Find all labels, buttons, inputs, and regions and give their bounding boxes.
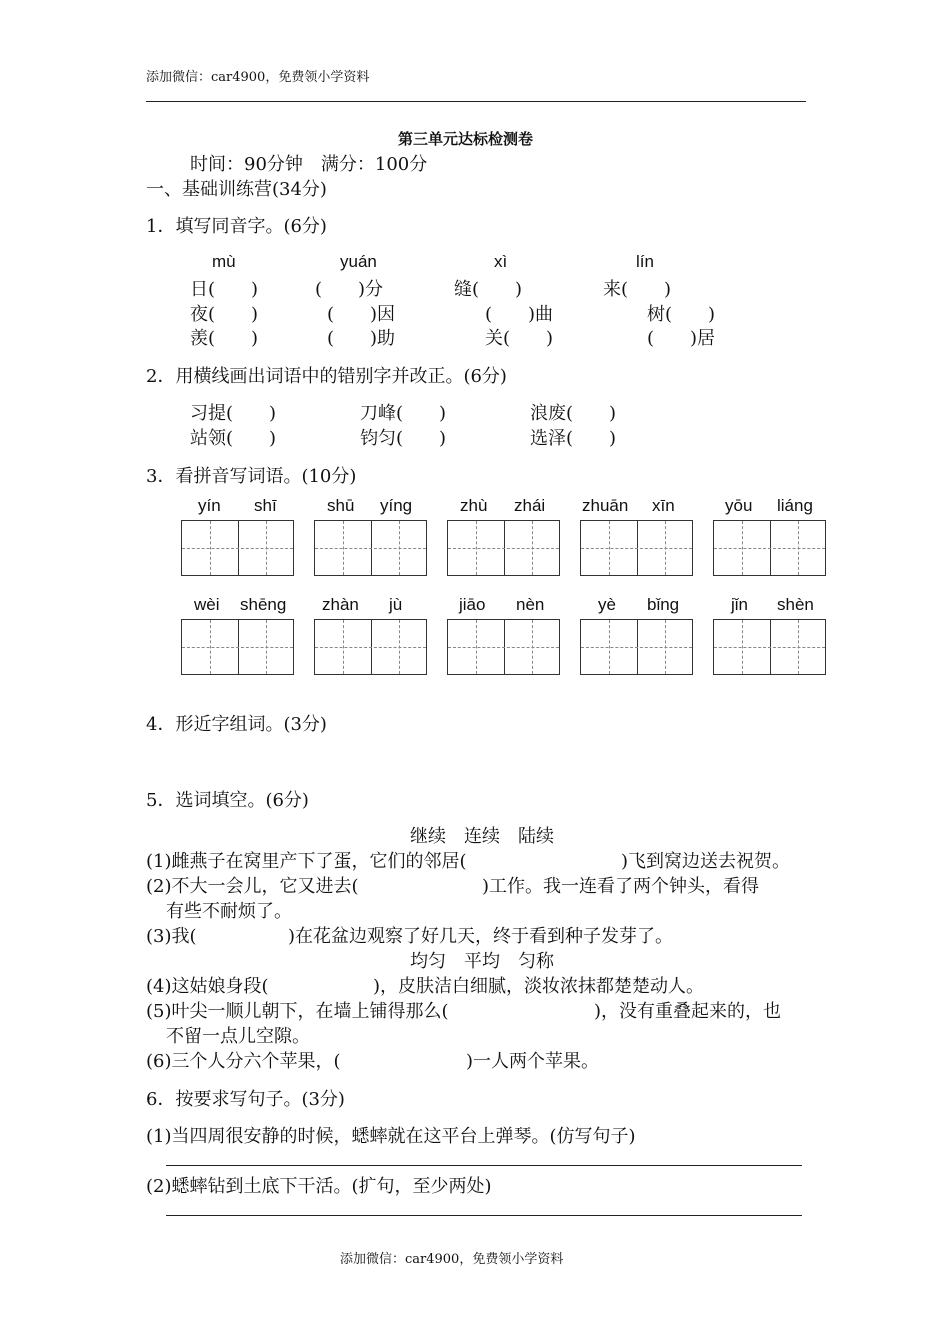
- writing-grid[interactable]: [447, 619, 560, 675]
- writing-grid[interactable]: [580, 619, 693, 675]
- q3-heading: 3．看拼音写词语。(10分): [146, 466, 357, 487]
- q3-pinyin: shèn: [777, 595, 814, 614]
- q5-sentence-5a: (5)叶尖一顺儿朝下，在墙上铺得那么(: [146, 1001, 449, 1022]
- q1-item: ( )曲: [485, 304, 554, 325]
- q3-pinyin: bǐng: [647, 595, 680, 614]
- q1-item: ( )分: [315, 279, 384, 300]
- q1-item: ( )居: [647, 328, 716, 349]
- q1-item: 夜( ): [190, 304, 259, 325]
- q5-word-bank: 继续 连续 陆续: [410, 826, 554, 847]
- q5-sentence-5b: )，没有重叠起来的，也: [594, 1001, 782, 1022]
- q1-item: 来( ): [603, 279, 672, 300]
- q3-pinyin: zhàn: [322, 595, 359, 614]
- page-title: 第三单元达标检测卷: [398, 130, 534, 148]
- q5-sentence-2a: (2)不大一会儿，它又进去(: [146, 876, 359, 897]
- q3-pinyin: jiāo: [459, 595, 486, 614]
- q6-sentence-2: (2)蟋蟀钻到土底下干活。(扩句，至少两处): [146, 1176, 492, 1197]
- q1-item: 树( ): [647, 304, 716, 325]
- q3-pinyin: liáng: [777, 496, 813, 515]
- q6-heading: 6．按要求写句子。(3分): [146, 1089, 345, 1110]
- writing-grid[interactable]: [447, 520, 560, 576]
- q1-pinyin: mù: [212, 252, 236, 271]
- q4-heading: 4．形近字组词。(3分): [146, 714, 327, 735]
- q1-pinyin: lín: [636, 252, 654, 271]
- q1-item: ( )因: [327, 304, 396, 325]
- q5-sentence-5c: 不留一点儿空隙。: [166, 1026, 310, 1047]
- q3-pinyin: jǐn: [731, 595, 749, 614]
- q5-sentence-4a: (4)这姑娘身段(: [146, 976, 269, 997]
- q1-item: 羡( ): [190, 328, 259, 349]
- q2-heading: 2．用横线画出词语中的错别字并改正。(6分): [146, 366, 507, 387]
- q3-pinyin: yín: [198, 496, 221, 515]
- q3-pinyin: zhái: [514, 496, 546, 515]
- q3-pinyin: yōu: [725, 496, 753, 515]
- q1-item: 关( ): [485, 328, 554, 349]
- q3-pinyin: jù: [389, 595, 403, 614]
- q5-heading: 5．选词填空。(6分): [146, 790, 309, 811]
- q5-sentence-4b: )，皮肤洁白细腻，淡妆浓抹都楚楚动人。: [373, 976, 705, 997]
- q3-pinyin: yè: [598, 595, 616, 614]
- q3-pinyin: zhuān: [582, 496, 629, 515]
- writing-grid[interactable]: [181, 520, 294, 576]
- q2-item: 浪废( ): [530, 403, 617, 424]
- q5-word-bank: 均匀 平均 匀称: [410, 951, 554, 972]
- q1-heading: 1．填写同音字。(6分): [146, 216, 327, 237]
- q2-item: 站领( ): [190, 428, 277, 449]
- q1-item: 日( ): [190, 279, 259, 300]
- part-one-heading: 一、基础训练营(34分): [146, 179, 327, 200]
- q5-sentence-1b: )飞到窝边送去祝贺。: [621, 851, 791, 872]
- q1-pinyin: xì: [494, 252, 508, 271]
- writing-grid[interactable]: [314, 619, 427, 675]
- q6-sentence-1: (1)当四周很安静的时候，蟋蟀就在这平台上弹琴。(仿写句子): [146, 1126, 636, 1147]
- writing-grid[interactable]: [713, 520, 826, 576]
- page-footer: 添加微信：car4900，免费领小学资料: [340, 1252, 564, 1267]
- q1-pinyin: yuán: [340, 252, 377, 271]
- writing-grid[interactable]: [713, 619, 826, 675]
- page-header: 添加微信：car4900，免费领小学资料: [146, 70, 370, 85]
- q2-item: 选泽( ): [530, 428, 617, 449]
- answer-line[interactable]: [166, 1215, 802, 1216]
- q5-sentence-2c: 有些不耐烦了。: [166, 901, 292, 922]
- writing-grid[interactable]: [580, 520, 693, 576]
- q5-sentence-3a: (3)我(: [146, 926, 197, 947]
- q1-item: ( )助: [327, 328, 396, 349]
- q2-item: 习提( ): [190, 403, 277, 424]
- q3-pinyin: shū: [327, 496, 355, 515]
- q3-pinyin: xīn: [652, 496, 675, 515]
- q5-sentence-1a: (1)雌燕子在窝里产下了蛋，它们的邻居(: [146, 851, 467, 872]
- q3-pinyin: nèn: [516, 595, 545, 614]
- writing-grid[interactable]: [314, 520, 427, 576]
- q1-item: 缝( ): [454, 279, 523, 300]
- q2-item: 刀峰( ): [360, 403, 447, 424]
- q5-sentence-3b: )在花盆边观察了好几天，终于看到种子发芽了。: [288, 926, 674, 947]
- q3-pinyin: zhù: [460, 496, 488, 515]
- q5-sentence-6b: )一人两个苹果。: [466, 1051, 600, 1072]
- q5-sentence-6a: (6)三个人分六个苹果，(: [146, 1051, 341, 1072]
- q5-sentence-2b: )工作。我一连看了两个钟头，看得: [482, 876, 760, 897]
- q2-item: 钧匀( ): [360, 428, 447, 449]
- answer-line[interactable]: [166, 1165, 802, 1166]
- q3-pinyin: shēng: [240, 595, 287, 614]
- q3-pinyin: shī: [254, 496, 277, 515]
- writing-grid[interactable]: [181, 619, 294, 675]
- q3-pinyin: wèi: [194, 595, 220, 614]
- header-rule: [146, 101, 806, 102]
- q3-pinyin: yíng: [380, 496, 413, 515]
- exam-meta: 时间：90分钟 满分：100分: [190, 154, 428, 175]
